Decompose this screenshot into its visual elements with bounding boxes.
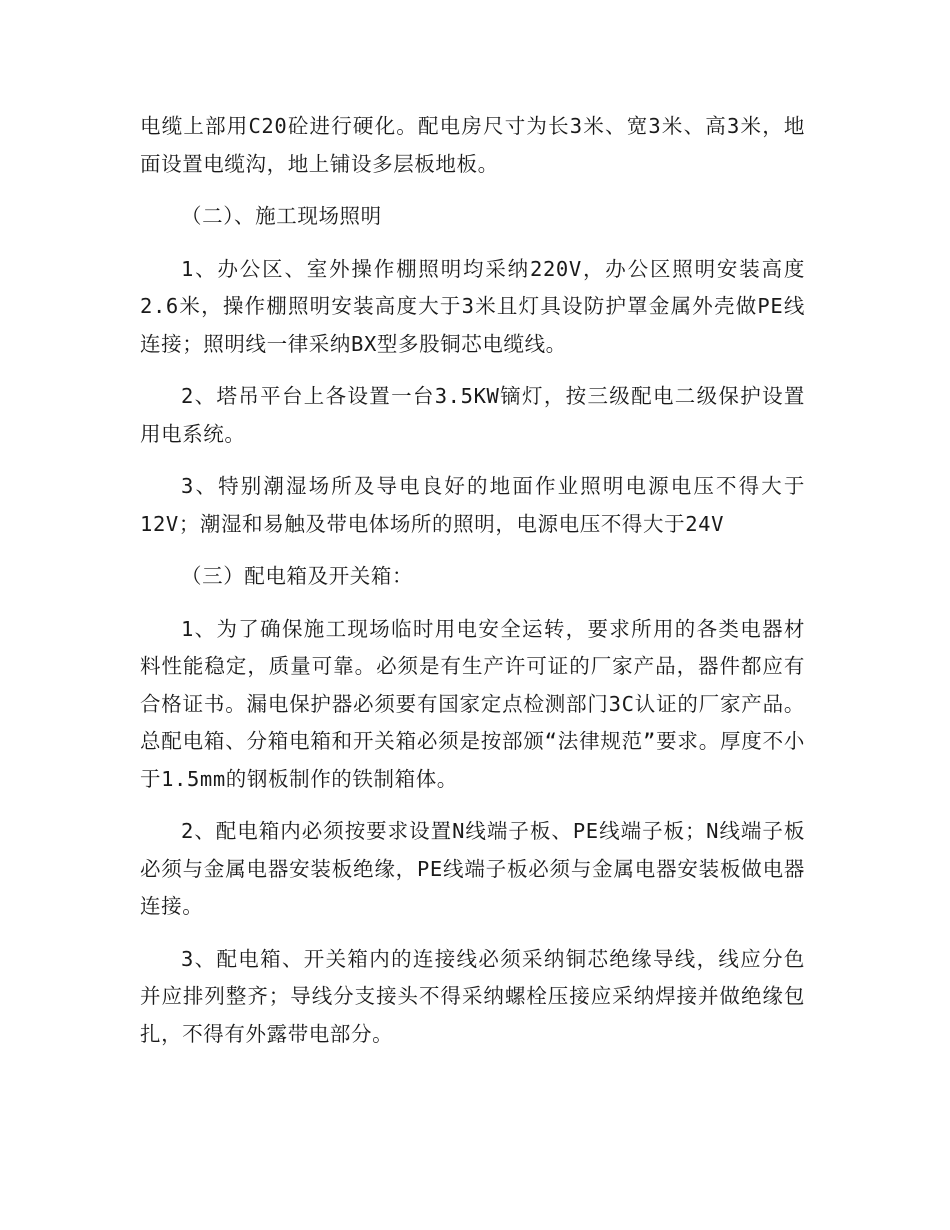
- document-body: [140, 108, 805, 1068]
- paragraph-lighting-2: 2、塔吊平台上各设置一台3.5KW镝灯，按三级配电二级保护设置用电系统。: [140, 384, 805, 446]
- paragraph-box-2: 2、配电箱内必须按要求设置N线端子板、PE线端子板；N线端子板必须与金属电器安装板绝缘，PE线端子板必须与金属电器安装板做电器连接。: [140, 819, 805, 918]
- paragraph-lighting-1: 1、办公区、室外操作棚照明均采纳220V，办公区照明安装高度2.6米，操作棚照明安装高度大于3米且灯具设防护罩金属外壳做PE线连接；照明线一律采纳BX型多股铜芯电缆线。: [140, 256, 805, 356]
- section-heading-distribution-box: （三）配电箱及开关箱：: [181, 564, 414, 588]
- paragraph-lighting-3: 3、特别潮湿场所及导电良好的地面作业照明电源电压不得大于12V；潮湿和易触及带电体场所的照明，电源电压不得大于24V: [140, 474, 805, 536]
- paragraph-box-1: 1、为了确保施工现场临时用电安全运转，要求所用的各类电器材料性能稳定，质量可靠。必须是有生产许可证的厂家产品，器件都应有合格证书。漏电保护器必须要有国家定点检测部门3C认证的厂家产品。总配电箱、分箱电箱和开关箱必须是按部颁“法律规范”要求。厚度不小于1.5mm的钢板制作的铁制箱体。: [140, 616, 805, 791]
- paragraph-box-3: 3、配电箱、开关箱内的连接线必须采纳铜芯绝缘导线，线应分色并应排列整齐；导线分支接头不得采纳螺栓压接应采纳焊接并做绝缘包扎，不得有外露带电部分。: [140, 946, 805, 1046]
- paragraph-continuation: 电缆上部用C20砼进行硬化。配电房尺寸为长3米、宽3米、高3米，地面设置电缆沟，地上铺设多层板地板。: [140, 114, 805, 176]
- section-heading-lighting: （二）、施工现场照明: [181, 204, 382, 228]
